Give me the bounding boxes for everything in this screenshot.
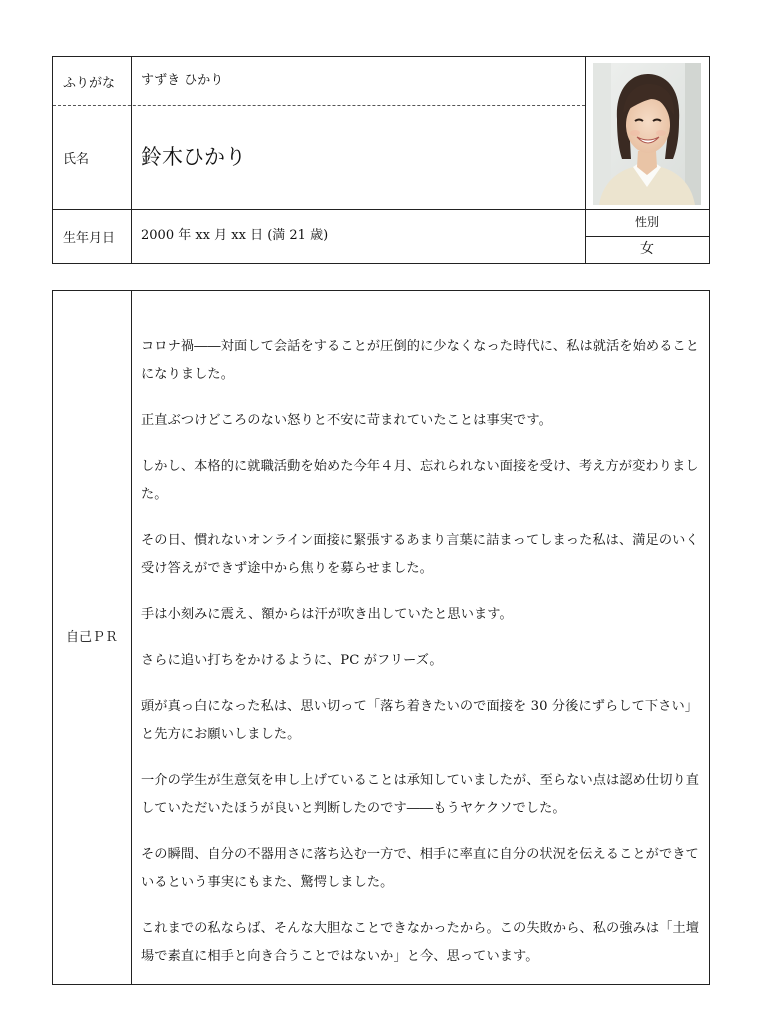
pr-paragraph: 正直ぶつけどころのない怒りと不安に苛まれていたことは事実です。 [141,413,552,428]
birth-value: 2000 年 xx 月 xx 日 (満 21 歳) [141,228,329,243]
pr-paragraph: しかし、本格的に就職活動を始めた今年４月、忘れられない面接を受け、考え方が変わりました。 [141,459,699,502]
birth-label: 生年月日 [63,230,116,246]
name-value: 鈴木ひかり [141,145,246,169]
pr-column-divider [131,291,132,984]
pr-paragraph: その瞬間、自分の不器用さに落ち込む一方で、相手に率直に自分の状況を伝えることができているという事実にもまた、驚愕しました。 [141,847,699,890]
furigana-label: ふりがな [63,75,116,91]
pr-paragraph: コロナ禍――対面して会話をすることが圧倒的に少なくなった時代に、私は就活を始めることになりました。 [141,339,700,382]
furigana-value: すずき ひかり [141,73,224,88]
pr-body [141,333,701,989]
pr-paragraph: これまでの私ならば、そんな大胆なことできなかったから。この失敗から、私の強みは「土壇場で素直に相手と向き合うことではないか」と今、思っています。 [141,921,700,964]
furigana-divider [53,105,585,106]
pr-paragraph: 手は小刻みに震え、額からは汗が吹き出していたと思います。 [141,607,513,622]
profile-table [52,56,710,264]
label-column-divider [131,57,132,263]
gender-label: 性別 [634,215,659,229]
profile-photo [593,63,701,205]
self-pr-table [52,290,710,985]
pr-label: 自己ＰＲ [65,630,118,645]
pr-paragraph: さらに追い打ちをかけるように、PC がフリーズ。 [141,653,443,668]
pr-paragraph: 一介の学生が生意気を申し上げていることは承知していましたが、至らない点は認め仕切り直していただいたほうが良いと判断したのです――もうヤケクソでした。 [141,773,700,816]
pr-paragraph: 頭が真っ白になった私は、思い切って「落ち着きたいので面接を 30 分後にずらして下さい」と先方にお願いしました。 [141,699,699,742]
gender-value: 女 [640,241,654,257]
name-label: 氏名 [63,151,90,167]
pr-paragraph: その日、慣れないオンライン面接に緊張するあまり言葉に詰まってしまった私は、満足のいく受け答えができず途中から焦りを募らせました。 [141,533,699,576]
